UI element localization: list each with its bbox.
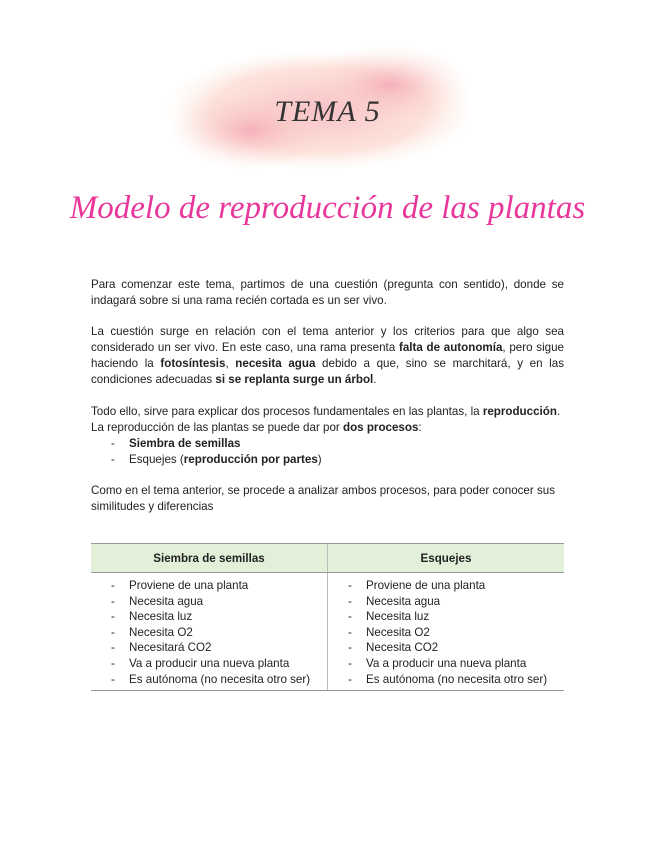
table-list-item: - Necesitará CO2 [91,640,327,656]
list-item: - Siembra de semillas [91,436,564,452]
table-list-item: - Va a producir una nueva planta [328,656,564,672]
table-list-item: - Va a producir una nueva planta [91,656,327,672]
paragraph-question: La cuestión surge en relación con el tema anterior y los criterios para que algo sea considerado un ser vivo. En este caso, una rama presenta falta de autonomía, pero sigue haciendo la fotosíntesis, necesita agua debido a que, sino se marchitará, y en las condiciones adecuadas si se replanta surge un árbol. [91,325,564,386]
table-list-item: - Es autónoma (no necesita otro ser) [91,672,327,688]
table-list-item: - Proviene de una planta [328,578,564,594]
process-list [91,436,564,468]
table-list-item: - Necesita luz [328,609,564,625]
list-item: - Esquejes (reproducción por partes) [91,452,564,468]
tema-heading: TEMA 5 [274,95,381,128]
paragraph-analysis: Como en el tema anterior, se procede a analizar ambos procesos, para poder conocer sus similitudes y diferencias [91,484,556,513]
table-header: Esquejes [328,544,565,573]
page-title: Modelo de reproducción de las plantas [69,190,586,226]
paragraph-processes: Todo ello, sirve para explicar dos procesos fundamentales en las plantas, la reproducción. La reproducción de las plantas se puede dar por dos procesos: - Siembra de semillas - Esquejes (reproducción por partes) [91,404,564,468]
table-list-item: - Necesita agua [91,594,327,610]
table-list-item: - Necesita O2 [91,625,327,641]
table-list-item: - Necesita O2 [328,625,564,641]
table-header: Siembra de semillas [91,544,328,573]
table-list-item: - Necesita CO2 [328,640,564,656]
table-list-item: - Es autónoma (no necesita otro ser) [328,672,564,688]
paragraph-intro: Para comenzar este tema, partimos de una cuestión (pregunta con sentido), donde se indagará sobre si una rama recién cortada es un ser vivo. [91,278,564,307]
table-list-item: - Necesita agua [328,594,564,610]
table-list-item: - Necesita luz [91,609,327,625]
table-list-item: - Proviene de una planta [91,578,327,594]
comparison-table [91,543,564,691]
